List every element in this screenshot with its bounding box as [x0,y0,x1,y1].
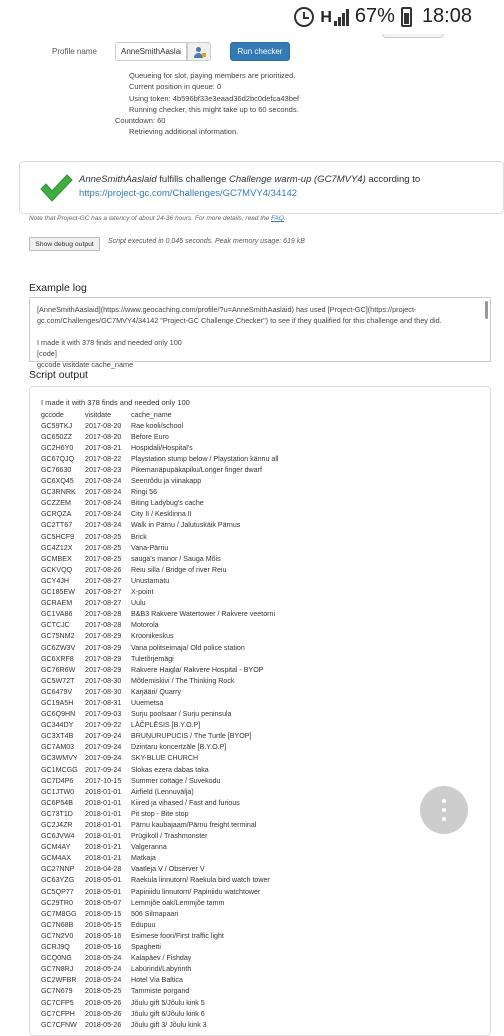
example-log-line [37,326,478,337]
battery-icon [401,7,412,27]
gccode-cell: GC6XQ45 [41,477,74,486]
table-row [41,731,278,742]
visitdate-cell: 2017-08-25 [85,554,122,563]
gccode-cell: GC7D4P6 [41,776,74,785]
cache-name-cell: Unustamatu [131,576,170,585]
gccode-cell: GC7N8RJ [41,965,74,974]
table-row [41,431,278,442]
gccode-cell: GC1MCGG [41,765,78,774]
cache-name-cell: Pärnu kaubajaam/Pärnu freight terminal [131,821,257,830]
visitdate-cell: 2017-09-24 [85,754,122,763]
table-row [41,609,278,620]
gccode-cell: GCTCJC [41,621,70,630]
visitdate-cell: 2017-08-20 [85,432,122,441]
table-row [41,620,278,631]
table-row [41,720,278,731]
visitdate-cell: 2018-05-16 [85,943,122,952]
visitdate-cell: 2018-05-01 [85,887,122,896]
table-row [41,819,278,830]
cache-name-cell: Uuemetsa [131,698,164,707]
table-row [41,464,278,475]
cache-name-cell: Vana politseimaja/ Old police station [131,643,245,652]
log-line: Current position in queue: 0 [129,82,222,92]
cache-name-cell: Slokas ezera dabas taka [131,765,209,774]
more-options-button[interactable] [420,786,468,834]
gccode-cell: GCRAEM [41,599,73,608]
table-row [41,598,278,609]
status-icons [294,5,472,28]
challenge-link[interactable]: https://project-gc.com/Challenges/GC7MVY4/34142 [79,188,298,199]
gccode-cell: GC67QJQ [41,454,75,463]
gccode-cell: GC3XT4B [41,732,74,741]
gccode-cell: GC2J4ZR [41,821,73,830]
cache-name-cell: Walk in Pärnu / Jalutuskäik Pärnus [131,521,241,530]
visitdate-cell: 2018-01-01 [85,832,122,841]
result-challenge: Challenge warm-up (GC7MVY4) [229,174,366,185]
alarm-icon [294,7,314,27]
cache-name-cell: Playstation stump below / Playstation kännu all [131,454,279,463]
textarea-scrollbar[interactable] [485,301,488,319]
example-log-line: gccode visitdate cache_name [37,360,134,369]
status-bar [0,0,498,34]
cache-name-cell: sauga's manor / Sauga Mõis [131,554,221,563]
table-row [41,664,278,675]
log-line: Using token: 4b596bf33e3eaad36d2bc0defca43bef [129,93,300,103]
table-row [41,986,278,997]
gccode-cell: GC6JVW4 [41,832,75,841]
visitdate-cell: 2017-09-24 [85,765,122,774]
table-row [41,997,278,1008]
visitdate-cell: 2017-08-28 [85,610,122,619]
cache-name-cell: Kalapäev / Fishday [131,954,192,963]
clock: 18:08 [421,5,472,27]
table-row [41,842,278,853]
gccode-cell: GCRQZA [41,510,72,519]
cache-name-cell: Hospidali/Hospital's [131,443,193,452]
column-header: gccode [41,410,64,419]
signal-indicator [320,8,349,26]
cache-name-cell: Jõulu gift 5/Jõulu kink 5 [131,998,205,1007]
visitdate-cell: 2018-01-01 [85,809,122,818]
run-checker-button[interactable]: Run checker [230,42,290,61]
table-row [41,476,278,487]
visitdate-cell: 2018-05-07 [85,898,122,907]
table-row [41,420,278,431]
execution-info: Script executed in 0.045 seconds. Peak memory usage: 619 kB [108,238,305,245]
gccode-cell: GC6ZW3V [41,643,76,652]
cache-name-cell: BRUŅURUPUCIS / The Turtle [BYOP] [131,732,252,741]
checkmark-icon [39,173,73,203]
visitdate-cell: 2017-08-28 [85,621,122,630]
cache-name-cell: Papiniidu linnutorn/ Papiniidu watchtower [131,887,261,896]
column-header: visitdate [85,410,112,419]
visitdate-cell: 2017-08-21 [85,443,122,452]
visitdate-cell: 2018-05-24 [85,965,122,974]
gccode-cell: GC7N68B [41,920,74,929]
table-row [41,786,278,797]
visitdate-cell: 2017-08-25 [85,543,122,552]
example-log-line: gc.com/Challenges/GC7MVY4/34142 "Project-GC Challenge Checker") to see if they qualified for this challenge and they did. [37,316,442,325]
log-line: Running checker, this might take up to 60 seconds. [129,104,299,114]
profile-name-label: Profile name [52,47,97,56]
table-row [41,1019,278,1030]
gccode-cell: GC7CFP5 [41,998,74,1007]
visitdate-cell: 2018-05-15 [85,920,122,929]
table-row [41,509,278,520]
table-row [41,886,278,897]
profile-name-input[interactable] [115,42,187,61]
cache-name-cell: Ringi 56 [131,488,158,497]
table-row [41,875,278,886]
cache-name-cell: Edupuu [131,920,156,929]
table-row [41,975,278,986]
table-row [41,487,278,498]
cache-name-cell: Pikemanäpupäkapiku/Longer finger dwarf [131,466,262,475]
gccode-cell: GC27NNP [41,865,75,874]
visitdate-cell: 2017-08-24 [85,499,122,508]
visitdate-cell: 2017-08-30 [85,676,122,685]
table-row [41,575,278,586]
cache-name-cell: Labürindi/Labyrinth [131,965,192,974]
gccode-cell: GC344DY [41,721,74,730]
table-row [41,709,278,720]
gccode-cell: GC7N2V0 [41,931,74,940]
log-line: Queueing for slot, paying members are prioritized. [129,71,296,80]
visitdate-cell: 2017-08-31 [85,698,122,707]
visitdate-cell: 2017-08-29 [85,632,122,641]
gccode-cell: GC2H6Y0 [41,443,74,452]
gccode-cell: GC1VA86 [41,610,73,619]
battery-percent: 67% [354,5,395,27]
gccode-cell: GC6479V [41,687,73,696]
gccode-cell: GC6Q9HN [41,710,76,719]
table-row [41,953,278,964]
script-output-heading: Script output [29,369,88,381]
signal-bars-icon [334,8,349,26]
table-row [41,864,278,875]
show-debug-output-button[interactable]: Show debug output [29,237,100,251]
visitdate-cell: 2017-08-27 [85,576,122,585]
cache-name-cell: Karjääri/ Quarry [131,687,182,696]
table-row [41,453,278,464]
gccode-cell: GC63YZG [41,876,75,885]
visitdate-cell: 2017-08-29 [85,654,122,663]
cache-name-cell: Tammiste porgand [131,987,190,996]
gccode-cell: GC5QP77 [41,887,74,896]
visitdate-cell: 2017-09-22 [85,721,122,730]
gccode-cell: GCKVQQ [41,565,73,574]
visitdate-cell: 2018-05-26 [85,998,122,1007]
gccode-cell: GC75NM2 [41,632,75,641]
script-output-panel [29,386,491,1036]
gccode-cell: GC7CFPH [41,1009,75,1018]
visitdate-cell: 2017-09-24 [85,732,122,741]
visitdate-cell: 2017-08-29 [85,643,122,652]
cache-name-cell: Brick [131,532,147,541]
gccode-cell: GCY4JH [41,576,69,585]
cache-name-cell: B&B3 Rakvere Watertower / Rakvere veetorni [131,610,276,619]
visitdate-cell: 2017-08-23 [85,466,122,475]
gccode-cell: GC3RNRK [41,488,76,497]
cache-name-cell: Esimese foori/First traffic light [131,931,224,940]
example-log-line: [AnneSmithAaslaid](https://www.geocaching.com/profile/?u=AnneSmithAaslaid) has used [Project-GC](https://project- [37,305,417,314]
cache-name-cell: Jõulu gift 3/ Jõulu kink 3 [131,1020,207,1029]
visitdate-cell: 2017-08-24 [85,488,122,497]
gccode-cell: GC7CFNW [41,1020,77,1029]
table-row [41,930,278,941]
gccode-cell: GC19A5H [41,698,74,707]
gccode-cell: GC650ZZ [41,432,73,441]
gccode-cell: GCMBEX [41,554,72,563]
gccode-cell: GC76630 [41,466,72,475]
cache-name-cell: LĀČPLĒSIS [B.Y.O.P] [131,721,201,730]
cache-name-cell: Valgeranna [131,843,167,852]
table-row [41,498,278,509]
cache-name-cell: Kiired ja vihased / Fast and furious [131,798,240,807]
cache-name-cell: Vana-Pärnu [131,543,169,552]
network-type: H [320,8,332,26]
cache-name-cell: Before Euro [131,432,169,441]
visitdate-cell: 2018-01-01 [85,787,122,796]
cache-name-cell: SKY-BLUE CHURCH [131,754,199,763]
cache-name-cell: Pit stop - Bite stop [131,809,189,818]
gccode-cell: GCQ0NG [41,954,72,963]
visitdate-cell: 2018-05-15 [85,909,122,918]
table-row [41,642,278,653]
result-message [79,173,499,201]
visitdate-cell: 2018-01-21 [85,854,122,863]
table-header-row [41,409,278,420]
table-row [41,587,278,598]
gccode-cell: GC29TR0 [41,898,73,907]
cache-name-cell: Vaatleja V / Observer V [131,865,205,874]
table-row [41,653,278,664]
log-line: Countdown: 60 [115,116,166,126]
cache-name-cell: Lemmjõe oak/Lemmjõe tamm [131,898,225,907]
result-panel [19,161,504,214]
table-row [41,553,278,564]
table-row [41,942,278,953]
gccode-cell: GC6XRF8 [41,654,74,663]
table-row [41,742,278,753]
cache-name-cell: Mõtlemiskivi / The Thinking Rock [131,676,235,685]
example-log-heading: Example log [29,282,87,294]
gccode-cell: GC2TT67 [41,521,73,530]
table-row [41,764,278,775]
visitdate-cell: 2017-08-24 [85,521,122,530]
table-row [41,919,278,930]
cache-name-cell: Reiu silla / Bridge of river Reiu [131,565,227,574]
table-row [41,1008,278,1019]
gccode-cell: GC2WFBR [41,976,77,985]
cache-name-cell: X-point [131,588,154,597]
gccode-cell: GC4Z12X [41,543,73,552]
cache-name-cell: Dzintaru koncertzāle [B.Y.O.P] [131,743,227,752]
table-row [41,675,278,686]
table-row [41,697,278,708]
profile-lookup-button[interactable] [187,42,211,61]
cache-name-cell: Uulu [131,599,146,608]
table-row [41,908,278,919]
table-row [41,631,278,642]
cache-name-cell: Hotel Via Baltica [131,976,183,985]
visitdate-cell: 2018-05-26 [85,1020,122,1029]
example-log-line: [code] [37,349,57,358]
table-row [41,564,278,575]
visitdate-cell: 2018-05-24 [85,954,122,963]
gccode-cell: GC7N679 [41,987,73,996]
gccode-cell: GC5HCF9 [41,532,75,541]
gccode-cell: GC3WMVY [41,754,78,763]
visitdate-cell: 2018-01-21 [85,843,122,852]
gccode-cell: GC73T1D [41,809,73,818]
cache-name-cell: Seenrõdu ja viinakapp [131,477,202,486]
visitdate-cell: 2018-01-01 [85,821,122,830]
result-user: AnneSmithAaslaid [79,174,157,185]
cache-name-cell: Rae kooli/school [131,421,184,430]
visitdate-cell: 2017-08-24 [85,510,122,519]
table-row [41,520,278,531]
gccode-cell: GC1JTW0 [41,787,75,796]
output-summary: I made it with 378 finds and needed only 100 [41,398,190,407]
visitdate-cell: 2017-08-24 [85,477,122,486]
visitdate-cell: 2017-10-15 [85,776,122,785]
table-row [41,542,278,553]
table-row [41,686,278,697]
gccode-cell: GC185EW [41,588,75,597]
gccode-cell: GC7M8GG [41,909,77,918]
cache-name-cell: 506 Silmapaari [131,909,179,918]
example-log-textarea[interactable] [29,297,491,369]
faq-link[interactable]: FAQ [271,215,284,222]
visitdate-cell: 2017-08-26 [85,565,122,574]
cache-name-cell: City II / Kesklinna II [131,510,192,519]
cache-name-cell: Summer cottage / Suvekodu [131,776,221,785]
table-row [41,853,278,864]
gccode-cell: GC6P54B [41,798,73,807]
visitdate-cell: 2018-05-24 [85,976,122,985]
finds-table [41,409,278,1030]
cache-name-cell: Prügikoll / Trashmonster [131,832,208,841]
cache-name-cell: Kroonikeskus [131,632,174,641]
cache-name-cell: Raekula linnutorn/ Raekula bird watch tower [131,876,270,885]
cache-name-cell: Airfield (Lennuvälja) [131,787,194,796]
visitdate-cell: 2017-09-03 [85,710,122,719]
log-line: Retrieving additional information. [129,127,239,137]
visitdate-cell: 2018-01-01 [85,798,122,807]
visitdate-cell: 2017-08-27 [85,588,122,597]
visitdate-cell: 2017-08-27 [85,599,122,608]
visitdate-cell: 2017-08-20 [85,421,122,430]
gccode-cell: GCRJ9Q [41,943,70,952]
visitdate-cell: 2018-05-16 [85,931,122,940]
table-row [41,831,278,842]
table-row [41,897,278,908]
checker-log [115,70,299,138]
visitdate-cell: 2018-05-26 [85,1009,122,1018]
visitdate-cell: 2018-05-25 [85,987,122,996]
cache-name-cell: Tuletõrjemägi [131,654,174,663]
table-row [41,442,278,453]
table-row [41,797,278,808]
cache-name-cell: Motorola [131,621,159,630]
cache-name-cell: Matkaja [131,854,156,863]
cache-name-cell: Surju poolsaar / Surju peninsula [131,710,232,719]
visitdate-cell: 2017-09-24 [85,743,122,752]
table-row [41,775,278,786]
visitdate-cell: 2017-08-25 [85,532,122,541]
result-according-text: according to [365,174,421,185]
gccode-cell: GC76R6W [41,665,76,674]
cache-name-cell: Jõulu gift 6/Jõulu kink 6 [131,1009,205,1018]
note-end: . [283,215,286,222]
visitdate-cell: 2018-04-28 [85,865,122,874]
note-text: Note that Project-GC has a latency of about 24-36 hours. For more details, read the [29,215,272,222]
gccode-cell: GCM4AX [41,854,71,863]
latency-note [29,215,286,222]
visitdate-cell: 2018-05-01 [85,876,122,885]
cache-name-cell: Biting Ladybug's cache [131,499,204,508]
result-fulfills-text: fulfills challenge [156,174,229,185]
visitdate-cell: 2017-08-30 [85,687,122,696]
column-header: cache_name [131,410,172,419]
cache-name-cell: Spaghetti [131,943,161,952]
gccode-cell: GC5W72T [41,676,75,685]
gccode-cell: GC59TKJ [41,421,73,430]
table-row [41,531,278,542]
gccode-cell: GCZZEM [41,499,71,508]
visitdate-cell: 2017-08-22 [85,454,122,463]
gccode-cell: GC7AM03 [41,743,75,752]
gccode-cell: GCM4AY [41,843,71,852]
cache-name-cell: Rakvere Haigla/ Rakvere Hospital - BYOP [131,665,264,674]
table-row [41,753,278,764]
table-row [41,964,278,975]
table-row [41,808,278,819]
visitdate-cell: 2017-08-29 [85,665,122,674]
example-log-line: I made it with 378 finds and needed only 100 [37,338,182,347]
